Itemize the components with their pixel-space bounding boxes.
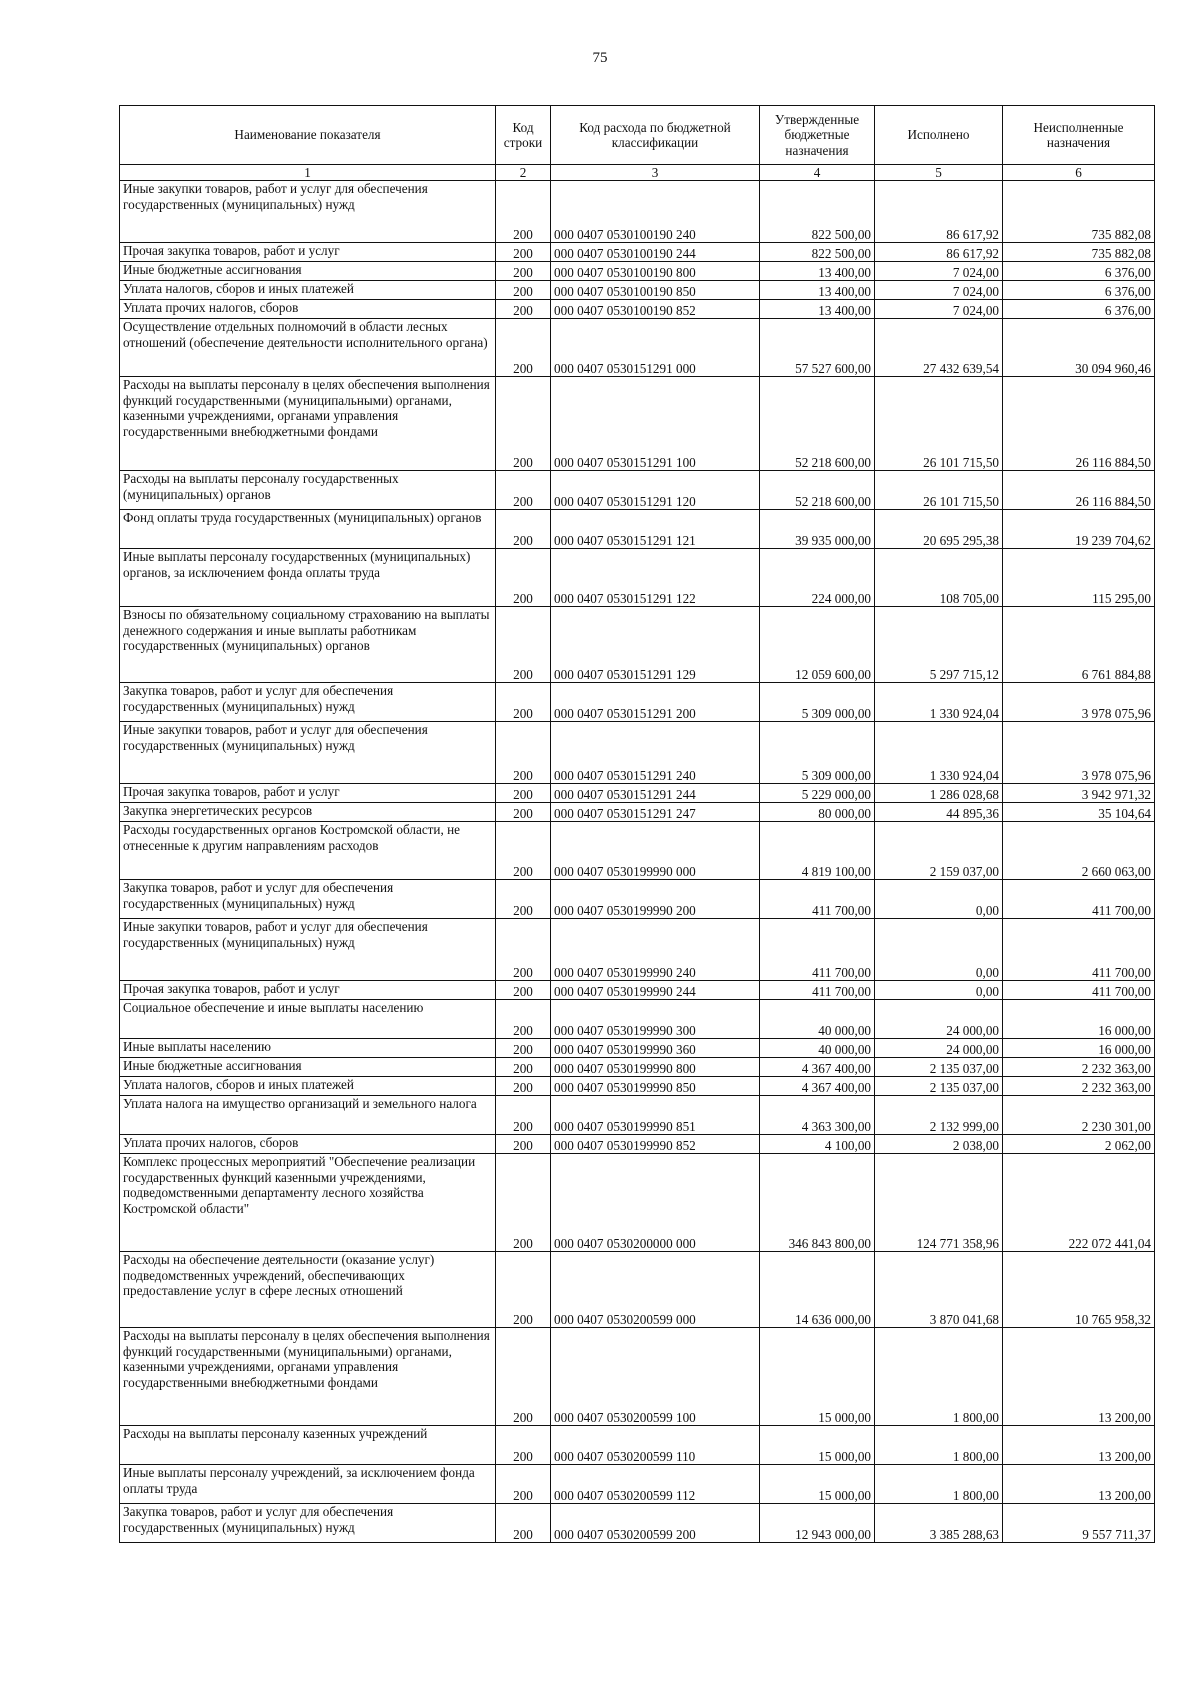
row-approved: 15 000,00 (760, 1465, 875, 1504)
row-code: 200 (496, 1000, 551, 1039)
row-executed: 5 297 715,12 (875, 607, 1003, 683)
row-budget-code: 000 0407 0530199990 000 (551, 822, 760, 880)
row-executed: 7 024,00 (875, 281, 1003, 300)
row-executed: 1 800,00 (875, 1465, 1003, 1504)
column-number: 6 (1003, 165, 1155, 181)
table-row (120, 300, 1155, 319)
row-unexecuted: 9 557 711,37 (1003, 1504, 1155, 1543)
row-unexecuted: 35 104,64 (1003, 803, 1155, 822)
row-approved: 15 000,00 (760, 1328, 875, 1426)
row-name: Расходы на выплаты персоналу в целях обеспечения выполнения функций государственными (муниципальными) органами, казенными учреждениями, органами управления государственными внебюджетными фондами (120, 1328, 496, 1426)
row-executed: 2 135 037,00 (875, 1077, 1003, 1096)
row-code: 200 (496, 510, 551, 549)
row-budget-code: 000 0407 0530100190 852 (551, 300, 760, 319)
row-name: Иные выплаты персоналу учреждений, за исключением фонда оплаты труда (120, 1465, 496, 1504)
row-code: 200 (496, 1058, 551, 1077)
row-name: Расходы на выплаты персоналу казенных учреждений (120, 1426, 496, 1465)
row-executed: 3 870 041,68 (875, 1252, 1003, 1328)
row-budget-code: 000 0407 0530151291 129 (551, 607, 760, 683)
row-code: 200 (496, 300, 551, 319)
row-budget-code: 000 0407 0530100190 240 (551, 181, 760, 243)
row-name: Комплекс процессных мероприятий "Обеспечение реализации государственных функций казенными учреждениями, подведомственными департаменту лесного хозяйства Костромской области" (120, 1154, 496, 1252)
row-name: Осуществление отдельных полномочий в области лесных отношений (обеспечение деятельности исполнительного органа) (120, 319, 496, 377)
table-row (120, 1328, 1155, 1426)
row-executed: 1 800,00 (875, 1426, 1003, 1465)
column-number: 1 (120, 165, 496, 181)
row-executed: 2 159 037,00 (875, 822, 1003, 880)
row-approved: 4 367 400,00 (760, 1077, 875, 1096)
row-name: Расходы государственных органов Костромской области, не отнесенные к другим направлениям расходов (120, 822, 496, 880)
header-row-code: Код строки (496, 106, 551, 165)
row-name: Расходы на выплаты персоналу государственных (муниципальных) органов (120, 471, 496, 510)
row-unexecuted: 6 761 884,88 (1003, 607, 1155, 683)
header-row (120, 106, 1155, 165)
table-row (120, 919, 1155, 981)
table-row (120, 549, 1155, 607)
row-code: 200 (496, 549, 551, 607)
row-executed: 2 038,00 (875, 1135, 1003, 1154)
row-code: 200 (496, 262, 551, 281)
table-row (120, 607, 1155, 683)
row-executed: 1 330 924,04 (875, 683, 1003, 722)
row-budget-code: 000 0407 0530100190 850 (551, 281, 760, 300)
row-executed: 1 330 924,04 (875, 722, 1003, 784)
row-budget-code: 000 0407 0530199990 800 (551, 1058, 760, 1077)
row-budget-code: 000 0407 0530199990 852 (551, 1135, 760, 1154)
header-unexecuted: Неисполненные назначения (1003, 106, 1155, 165)
row-unexecuted: 2 660 063,00 (1003, 822, 1155, 880)
row-unexecuted: 30 094 960,46 (1003, 319, 1155, 377)
header-name: Наименование показателя (120, 106, 496, 165)
row-unexecuted: 6 376,00 (1003, 262, 1155, 281)
row-code: 200 (496, 607, 551, 683)
table-row (120, 181, 1155, 243)
row-executed: 0,00 (875, 880, 1003, 919)
row-name: Прочая закупка товаров, работ и услуг (120, 243, 496, 262)
row-approved: 5 309 000,00 (760, 683, 875, 722)
budget-execution-table (119, 105, 1155, 1543)
table-row (120, 1154, 1155, 1252)
row-unexecuted: 115 295,00 (1003, 549, 1155, 607)
row-code: 200 (496, 1077, 551, 1096)
row-approved: 411 700,00 (760, 919, 875, 981)
table-row (120, 262, 1155, 281)
row-budget-code: 000 0407 0530100190 800 (551, 262, 760, 281)
row-approved: 57 527 600,00 (760, 319, 875, 377)
row-executed: 2 132 999,00 (875, 1096, 1003, 1135)
row-budget-code: 000 0407 0530151291 000 (551, 319, 760, 377)
row-budget-code: 000 0407 0530151291 247 (551, 803, 760, 822)
row-name: Уплата налогов, сборов и иных платежей (120, 281, 496, 300)
table-row (120, 510, 1155, 549)
row-unexecuted: 2 062,00 (1003, 1135, 1155, 1154)
row-name: Социальное обеспечение и иные выплаты населению (120, 1000, 496, 1039)
row-code: 200 (496, 919, 551, 981)
row-budget-code: 000 0407 0530151291 100 (551, 377, 760, 471)
row-code: 200 (496, 822, 551, 880)
row-unexecuted: 6 376,00 (1003, 281, 1155, 300)
row-code: 200 (496, 880, 551, 919)
table-row (120, 1426, 1155, 1465)
row-executed: 44 895,36 (875, 803, 1003, 822)
row-budget-code: 000 0407 0530151291 240 (551, 722, 760, 784)
row-code: 200 (496, 722, 551, 784)
row-unexecuted: 3 978 075,96 (1003, 683, 1155, 722)
row-unexecuted: 13 200,00 (1003, 1426, 1155, 1465)
row-approved: 5 309 000,00 (760, 722, 875, 784)
row-approved: 52 218 600,00 (760, 377, 875, 471)
row-name: Расходы на обеспечение деятельности (оказание услуг) подведомственных учреждений, обеспечивающих предоставление услуг в сфере лесных отношений (120, 1252, 496, 1328)
row-approved: 224 000,00 (760, 549, 875, 607)
row-executed: 86 617,92 (875, 243, 1003, 262)
row-name: Прочая закупка товаров, работ и услуг (120, 784, 496, 803)
row-unexecuted: 222 072 441,04 (1003, 1154, 1155, 1252)
row-approved: 13 400,00 (760, 300, 875, 319)
table-row (120, 880, 1155, 919)
table-row (120, 784, 1155, 803)
table-row (120, 1077, 1155, 1096)
row-name: Закупка энергетических ресурсов (120, 803, 496, 822)
row-code: 200 (496, 1039, 551, 1058)
row-approved: 346 843 800,00 (760, 1154, 875, 1252)
row-name: Прочая закупка товаров, работ и услуг (120, 981, 496, 1000)
row-approved: 4 363 300,00 (760, 1096, 875, 1135)
row-unexecuted: 6 376,00 (1003, 300, 1155, 319)
row-approved: 40 000,00 (760, 1039, 875, 1058)
row-unexecuted: 13 200,00 (1003, 1328, 1155, 1426)
row-approved: 13 400,00 (760, 262, 875, 281)
table-row (120, 1504, 1155, 1543)
row-name: Иные бюджетные ассигнования (120, 1058, 496, 1077)
row-executed: 124 771 358,96 (875, 1154, 1003, 1252)
row-budget-code: 000 0407 0530200599 100 (551, 1328, 760, 1426)
table-body (120, 181, 1155, 1543)
table-row (120, 319, 1155, 377)
table-row (120, 471, 1155, 510)
row-unexecuted: 2 232 363,00 (1003, 1077, 1155, 1096)
row-name: Иные закупки товаров, работ и услуг для обеспечения государственных (муниципальных) нужд (120, 919, 496, 981)
header-executed: Исполнено (875, 106, 1003, 165)
row-name: Уплата прочих налогов, сборов (120, 1135, 496, 1154)
row-executed: 0,00 (875, 919, 1003, 981)
table-row (120, 1465, 1155, 1504)
row-name: Уплата прочих налогов, сборов (120, 300, 496, 319)
row-unexecuted: 411 700,00 (1003, 919, 1155, 981)
row-budget-code: 000 0407 0530199990 300 (551, 1000, 760, 1039)
row-executed: 26 101 715,50 (875, 471, 1003, 510)
table-row (120, 1000, 1155, 1039)
row-code: 200 (496, 471, 551, 510)
table-row (120, 683, 1155, 722)
column-number: 2 (496, 165, 551, 181)
row-executed: 7 024,00 (875, 262, 1003, 281)
row-name: Иные закупки товаров, работ и услуг для обеспечения государственных (муниципальных) нужд (120, 181, 496, 243)
row-code: 200 (496, 281, 551, 300)
row-name: Иные выплаты персоналу государственных (муниципальных) органов, за исключением фонда оплаты труда (120, 549, 496, 607)
row-budget-code: 000 0407 0530200599 200 (551, 1504, 760, 1543)
row-unexecuted: 411 700,00 (1003, 880, 1155, 919)
row-approved: 15 000,00 (760, 1426, 875, 1465)
row-budget-code: 000 0407 0530100190 244 (551, 243, 760, 262)
row-name: Уплата налогов, сборов и иных платежей (120, 1077, 496, 1096)
row-budget-code: 000 0407 0530151291 244 (551, 784, 760, 803)
column-number: 5 (875, 165, 1003, 181)
table-row (120, 243, 1155, 262)
row-budget-code: 000 0407 0530151291 121 (551, 510, 760, 549)
row-executed: 2 135 037,00 (875, 1058, 1003, 1077)
row-unexecuted: 3 942 971,32 (1003, 784, 1155, 803)
row-executed: 108 705,00 (875, 549, 1003, 607)
row-budget-code: 000 0407 0530200000 000 (551, 1154, 760, 1252)
row-code: 200 (496, 1328, 551, 1426)
row-executed: 7 024,00 (875, 300, 1003, 319)
header-budget-code: Код расхода по бюджетной классификации (551, 106, 760, 165)
row-code: 200 (496, 1504, 551, 1543)
row-unexecuted: 26 116 884,50 (1003, 471, 1155, 510)
row-unexecuted: 16 000,00 (1003, 1039, 1155, 1058)
row-unexecuted: 3 978 075,96 (1003, 722, 1155, 784)
column-number: 3 (551, 165, 760, 181)
row-approved: 822 500,00 (760, 181, 875, 243)
row-name: Иные выплаты населению (120, 1039, 496, 1058)
row-budget-code: 000 0407 0530151291 120 (551, 471, 760, 510)
row-budget-code: 000 0407 0530199990 240 (551, 919, 760, 981)
row-approved: 52 218 600,00 (760, 471, 875, 510)
row-unexecuted: 2 230 301,00 (1003, 1096, 1155, 1135)
row-executed: 27 432 639,54 (875, 319, 1003, 377)
row-approved: 4 819 100,00 (760, 822, 875, 880)
row-code: 200 (496, 1154, 551, 1252)
table-row (120, 1058, 1155, 1077)
row-executed: 3 385 288,63 (875, 1504, 1003, 1543)
row-unexecuted: 10 765 958,32 (1003, 1252, 1155, 1328)
row-code: 200 (496, 1096, 551, 1135)
table-row (120, 1039, 1155, 1058)
row-name: Закупка товаров, работ и услуг для обеспечения государственных (муниципальных) нужд (120, 683, 496, 722)
row-budget-code: 000 0407 0530199990 360 (551, 1039, 760, 1058)
row-executed: 86 617,92 (875, 181, 1003, 243)
row-budget-code: 000 0407 0530200599 110 (551, 1426, 760, 1465)
row-code: 200 (496, 1465, 551, 1504)
row-executed: 1 286 028,68 (875, 784, 1003, 803)
row-approved: 12 943 000,00 (760, 1504, 875, 1543)
row-budget-code: 000 0407 0530199990 244 (551, 981, 760, 1000)
row-name: Иные бюджетные ассигнования (120, 262, 496, 281)
row-executed: 26 101 715,50 (875, 377, 1003, 471)
row-name: Фонд оплаты труда государственных (муниципальных) органов (120, 510, 496, 549)
row-approved: 39 935 000,00 (760, 510, 875, 549)
row-approved: 4 100,00 (760, 1135, 875, 1154)
page-number: 75 (592, 50, 608, 66)
row-executed: 1 800,00 (875, 1328, 1003, 1426)
row-approved: 411 700,00 (760, 981, 875, 1000)
table-row (120, 1096, 1155, 1135)
table-row (120, 822, 1155, 880)
table-row (120, 1135, 1155, 1154)
table-row (120, 722, 1155, 784)
table-row (120, 377, 1155, 471)
row-budget-code: 000 0407 0530151291 122 (551, 549, 760, 607)
row-name: Расходы на выплаты персоналу в целях обеспечения выполнения функций государственными (муниципальными) органами, казенными учреждениями, органами управления государственными внебюджетными фондами (120, 377, 496, 471)
row-code: 200 (496, 377, 551, 471)
row-code: 200 (496, 243, 551, 262)
row-approved: 4 367 400,00 (760, 1058, 875, 1077)
row-approved: 14 636 000,00 (760, 1252, 875, 1328)
row-unexecuted: 735 882,08 (1003, 181, 1155, 243)
row-approved: 12 059 600,00 (760, 607, 875, 683)
row-name: Закупка товаров, работ и услуг для обеспечения государственных (муниципальных) нужд (120, 1504, 496, 1543)
table-row (120, 1252, 1155, 1328)
row-code: 200 (496, 784, 551, 803)
row-unexecuted: 19 239 704,62 (1003, 510, 1155, 549)
row-executed: 24 000,00 (875, 1039, 1003, 1058)
row-approved: 411 700,00 (760, 880, 875, 919)
row-unexecuted: 2 232 363,00 (1003, 1058, 1155, 1077)
row-name: Иные закупки товаров, работ и услуг для обеспечения государственных (муниципальных) нужд (120, 722, 496, 784)
row-code: 200 (496, 981, 551, 1000)
row-name: Уплата налога на имущество организаций и земельного налога (120, 1096, 496, 1135)
header-approved: Утвержденные бюджетные назначения (760, 106, 875, 165)
row-executed: 24 000,00 (875, 1000, 1003, 1039)
row-unexecuted: 16 000,00 (1003, 1000, 1155, 1039)
table-row (120, 981, 1155, 1000)
row-approved: 80 000,00 (760, 803, 875, 822)
row-budget-code: 000 0407 0530200599 000 (551, 1252, 760, 1328)
row-executed: 0,00 (875, 981, 1003, 1000)
row-code: 200 (496, 319, 551, 377)
row-code: 200 (496, 1135, 551, 1154)
row-unexecuted: 13 200,00 (1003, 1465, 1155, 1504)
row-approved: 822 500,00 (760, 243, 875, 262)
row-code: 200 (496, 1252, 551, 1328)
row-approved: 13 400,00 (760, 281, 875, 300)
row-executed: 20 695 295,38 (875, 510, 1003, 549)
row-budget-code: 000 0407 0530199990 851 (551, 1096, 760, 1135)
column-number: 4 (760, 165, 875, 181)
row-budget-code: 000 0407 0530199990 850 (551, 1077, 760, 1096)
row-budget-code: 000 0407 0530199990 200 (551, 880, 760, 919)
row-unexecuted: 26 116 884,50 (1003, 377, 1155, 471)
row-budget-code: 000 0407 0530151291 200 (551, 683, 760, 722)
row-unexecuted: 411 700,00 (1003, 981, 1155, 1000)
table-row (120, 281, 1155, 300)
row-code: 200 (496, 803, 551, 822)
row-unexecuted: 735 882,08 (1003, 243, 1155, 262)
row-code: 200 (496, 181, 551, 243)
row-code: 200 (496, 683, 551, 722)
row-code: 200 (496, 1426, 551, 1465)
row-name: Закупка товаров, работ и услуг для обеспечения государственных (муниципальных) нужд (120, 880, 496, 919)
row-approved: 5 229 000,00 (760, 784, 875, 803)
row-budget-code: 000 0407 0530200599 112 (551, 1465, 760, 1504)
row-name: Взносы по обязательному социальному страхованию на выплаты денежного содержания и иные выплаты работникам государственных (муниципальных) органов (120, 607, 496, 683)
table-row (120, 803, 1155, 822)
row-approved: 40 000,00 (760, 1000, 875, 1039)
column-number-row (120, 165, 1155, 181)
